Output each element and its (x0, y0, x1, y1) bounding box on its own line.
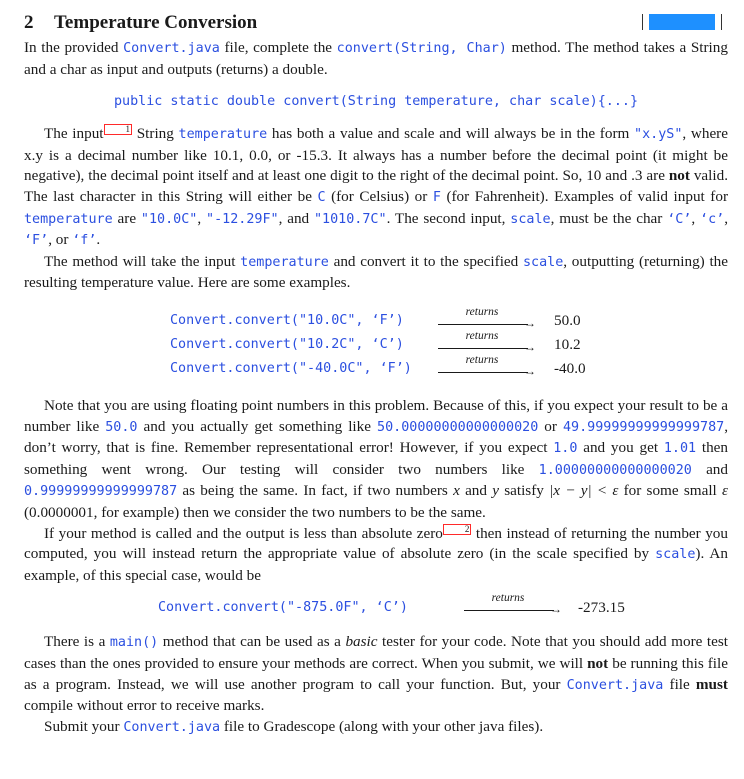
code-filename: Convert.java (123, 41, 220, 56)
math: |x − y| < ε (549, 482, 619, 500)
text: file (663, 675, 696, 693)
code: 1.01 (663, 441, 697, 457)
section-header (24, 8, 728, 38)
example-result: -40.0 (554, 360, 586, 377)
code: scale (522, 254, 564, 270)
code: F (432, 190, 441, 206)
text: then something went wrong. Our testing will consider two numbers like (24, 439, 729, 478)
example-result: 50.0 (554, 312, 581, 329)
example-row (24, 354, 728, 382)
example-call: Convert.convert("-40.0C", ‘F’) (170, 361, 412, 376)
bold-text: must (695, 675, 728, 693)
code: ‘F’ (24, 233, 49, 249)
main-method-paragraph (24, 632, 728, 716)
code-method: convert(String, Char) (336, 41, 507, 56)
text: method. The method takes a String and a char as input and outputs (returns) a double. (24, 39, 728, 78)
code: "x.yS" (634, 127, 683, 143)
math: x (453, 482, 460, 500)
example-row (24, 306, 728, 334)
text: tester for your code. Note that you should add more test cases than the ones provided to ensure your methods are correct. When you submit, we will (24, 633, 728, 672)
input-paragraph (24, 124, 728, 252)
section-title-text: Temperature Conversion (54, 12, 258, 33)
code: "10.0C" (140, 211, 198, 227)
text: The input (44, 125, 104, 143)
text: file, complete the (219, 39, 337, 56)
text: , (724, 209, 729, 227)
example-result: 10.2 (554, 336, 581, 353)
code: 49.99999999999999787 (562, 419, 725, 435)
example-call: Convert.convert("-875.0F", ‘C’) (158, 600, 408, 616)
examples-block (24, 306, 728, 382)
method-paragraph (24, 252, 728, 294)
text: , (197, 209, 207, 227)
text: There is a (44, 633, 110, 651)
float-paragraph (24, 396, 728, 524)
text: Note that you are using floating point numbers in this problem. Because of this, if you expect your result to be a number like (24, 397, 728, 435)
returns-arrow (438, 354, 538, 382)
submit-paragraph (24, 717, 728, 739)
example-row (24, 330, 728, 358)
text: , (691, 209, 701, 227)
code: C (317, 190, 326, 206)
section-number: 2 (24, 12, 34, 33)
absolute-zero-example (24, 592, 728, 622)
code: 0.99999999999999787 (24, 484, 178, 500)
text: or (538, 417, 563, 435)
redaction-mark (642, 14, 722, 30)
text: and (459, 482, 493, 500)
text: . (96, 231, 101, 249)
arrow-head-icon: → (524, 364, 536, 378)
arrow-head-icon: → (524, 340, 536, 354)
text: , must be the char (550, 209, 668, 227)
text: and you get (577, 439, 664, 457)
text: valid. The last character in this String will either be (24, 167, 728, 206)
arrow-line (438, 348, 528, 349)
code: scale (655, 547, 696, 563)
text: The method will take the input (44, 252, 241, 270)
text: are (112, 209, 141, 227)
text: for some small (618, 482, 722, 500)
returns-arrow (464, 592, 564, 620)
arrow-line (464, 610, 554, 611)
text: , or (48, 231, 73, 249)
code: Convert.java (566, 677, 664, 693)
code: temperature (240, 254, 329, 270)
example-call: Convert.convert("10.0C", ‘F’) (170, 313, 404, 328)
assignment-page (24, 8, 728, 738)
text: and you actually get something like (137, 417, 378, 435)
redaction-fill (649, 14, 715, 30)
text: If your method is called and the output is less than absolute zero (44, 524, 443, 542)
code: temperature (24, 211, 113, 227)
code: "1010.7C" (314, 211, 387, 227)
text: (0.0000001, for example) then we consider the two numbers to be the same. (24, 503, 486, 521)
code: Convert.java (123, 719, 221, 735)
code: ‘c’ (700, 211, 725, 227)
text: then instead of returning the number you computed, you will instead return the appropriate value of absolute zero (in the scale specified by (24, 524, 728, 563)
text: Submit your (44, 717, 124, 735)
signature-code: public static double convert(String temperature, char scale){...} (113, 94, 639, 110)
arrow-head-icon: → (524, 316, 536, 330)
text: compile without error to receive marks. (24, 697, 265, 715)
text: (for Fahrenheit). Examples of valid input for (440, 188, 729, 206)
text: (for Celsius) or (325, 188, 433, 206)
italic-text: basic (345, 633, 378, 651)
absolute-zero-paragraph (24, 524, 728, 587)
text: , and (278, 209, 314, 227)
arrow-label: returns (491, 592, 525, 605)
example-call: Convert.convert("10.2C", ‘C’) (170, 337, 404, 352)
text: String (132, 125, 179, 143)
code: "-12.29F" (206, 211, 279, 227)
method-signature (24, 92, 728, 110)
text: satisfy (498, 482, 550, 500)
section-title (24, 8, 728, 38)
code: 50.0 (105, 419, 138, 435)
text: method that can be used as a (158, 633, 346, 651)
code: temperature (178, 127, 268, 143)
text: be running this file as a program. Instead, we will use another program to call your function. But, your (24, 655, 728, 693)
text: , don’t worry, that is fine. Remember representational error! However, if you expect (24, 417, 729, 457)
text: . The second input, (386, 209, 511, 227)
arrow-line (438, 372, 528, 373)
math: ε (722, 482, 728, 500)
arrow-head-icon: → (550, 602, 562, 617)
math: y (492, 482, 499, 500)
code: ‘f’ (72, 233, 97, 249)
arrow-line (438, 324, 528, 325)
text: and convert it to the specified (328, 252, 523, 270)
text: has both a value and scale and will always be in the form (267, 125, 635, 143)
footnote-link-2[interactable]: 2 (443, 524, 472, 535)
code: main() (109, 635, 159, 651)
bold-text: not (668, 167, 690, 185)
footnote-link-1[interactable]: 1 (104, 124, 133, 135)
arrow-label: returns (465, 330, 499, 342)
bold-text: not (587, 655, 609, 672)
text: , outputting (returning) the resulting temperature value. Here are some examples. (24, 252, 729, 292)
code: 50.00000000000000020 (377, 419, 539, 435)
text: and (691, 460, 728, 478)
intro-paragraph (24, 38, 728, 80)
arrow-label: returns (465, 354, 499, 366)
text: ). An example, of this special case, would be (24, 545, 728, 584)
code: ‘C’ (667, 211, 692, 227)
arrow-label: returns (465, 306, 499, 318)
text: as being the same. In fact, if two numbers (177, 482, 454, 500)
text: file to Gradescope (along with your other java files). (220, 717, 544, 735)
code: 1.0 (553, 441, 578, 457)
text: , where x.y is a decimal number like 10.1, 0.0, or -15.3. It always has a number before the decimal point (it might be negative), the decimal point itself and at least one digit to the right of the decimal point. So, 10 and .3 are (24, 125, 728, 185)
example-result: -273.15 (578, 599, 625, 617)
code: scale (510, 211, 551, 227)
text: In the provided (24, 39, 124, 56)
code: 1.00000000000000020 (538, 462, 692, 478)
